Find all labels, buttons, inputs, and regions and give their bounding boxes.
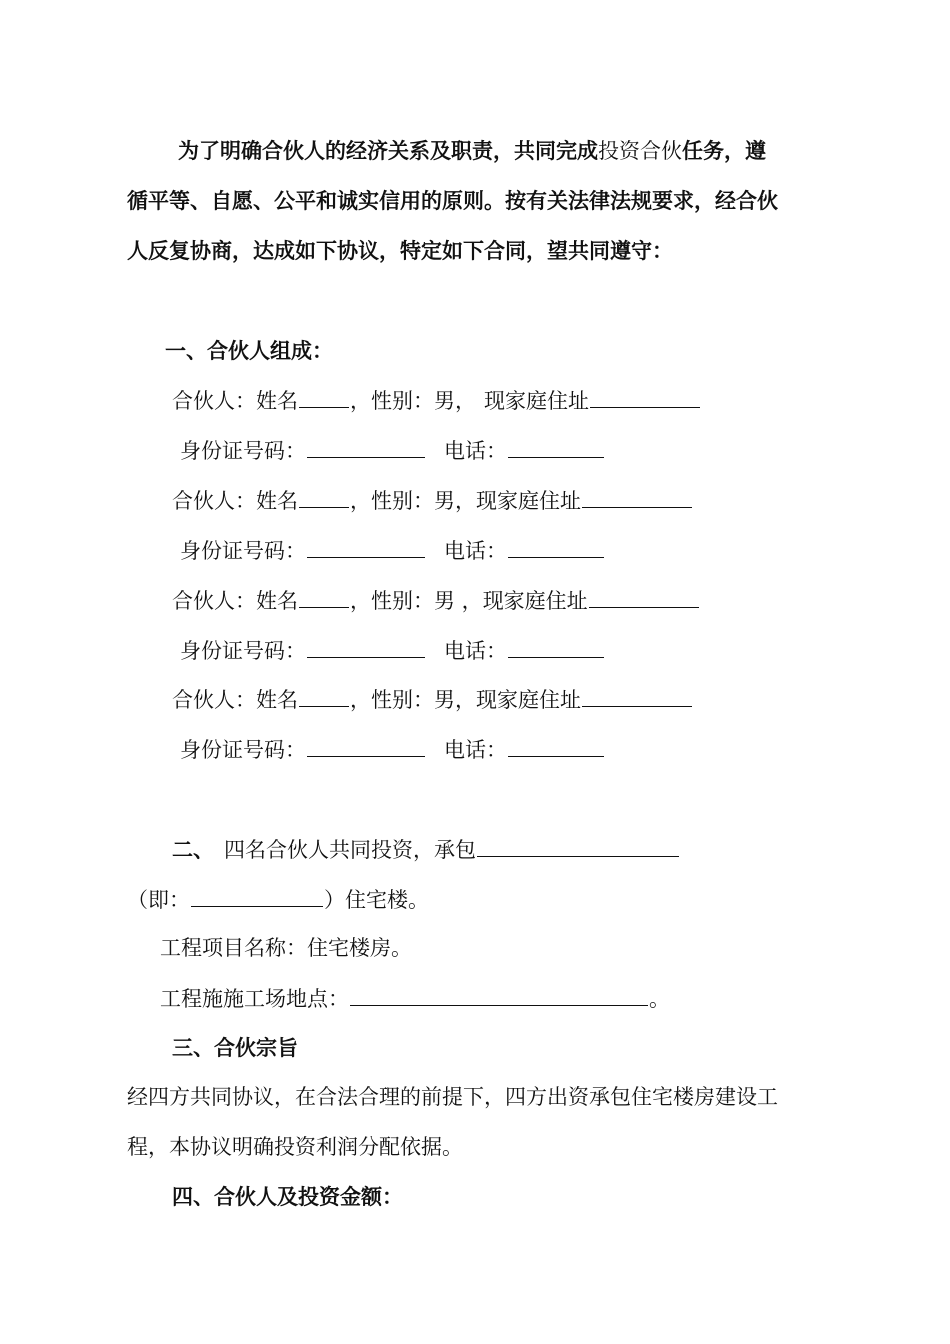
partner-phone-label: 电话： bbox=[444, 439, 507, 463]
partner-address-label: 现家庭住址 bbox=[476, 489, 581, 513]
partner-id-blank[interactable] bbox=[307, 435, 425, 458]
partner-name-label: 合伙人：姓名 bbox=[172, 489, 298, 513]
partner-name-blank[interactable] bbox=[299, 684, 349, 707]
partner-phone-blank[interactable] bbox=[508, 435, 604, 458]
section3-body-2: 程，本协议明确投资利润分配依据。 bbox=[127, 1135, 463, 1159]
partner-name-blank[interactable] bbox=[299, 385, 349, 408]
intro-text-a: 为了明确合伙人的经济关系及职责，共同完成 bbox=[178, 139, 598, 163]
partner-3-row bbox=[172, 585, 700, 616]
section2-line-1 bbox=[172, 834, 680, 865]
project-name-line: 工程项目名称：住宅楼房。 bbox=[160, 936, 412, 960]
section4-heading: 四、合伙人及投资金额： bbox=[172, 1185, 403, 1209]
section2-line-2 bbox=[127, 884, 429, 915]
partner-gender-label: ，性别：男， bbox=[350, 688, 476, 712]
section2-text-2a: （即： bbox=[127, 888, 190, 912]
section2-text-2b: ）住宅楼。 bbox=[324, 888, 429, 912]
partner-4-row bbox=[172, 684, 693, 715]
partner-id-label: 身份证号码： bbox=[180, 439, 306, 463]
intro-line-1 bbox=[178, 136, 766, 166]
site-line bbox=[160, 983, 670, 1014]
partner-id-blank[interactable] bbox=[307, 635, 425, 658]
partner-phone-blank[interactable] bbox=[508, 734, 604, 757]
partner-gender-label: ，性别：男， bbox=[350, 389, 476, 413]
section1-heading: 一、合伙人组成： bbox=[165, 339, 333, 363]
section3-body-1: 经四方共同协议，在合法合理的前提下，四方出资承包住宅楼房建设工 bbox=[127, 1085, 778, 1109]
partner-address-blank[interactable] bbox=[582, 684, 692, 707]
partner-2-id-row bbox=[180, 535, 605, 566]
partner-address-label: 现家庭住址 bbox=[476, 688, 581, 712]
partner-name-label: 合伙人：姓名 bbox=[172, 589, 298, 613]
section2-text-1: 四名合伙人共同投资，承包 bbox=[224, 838, 476, 862]
partner-id-label: 身份证号码： bbox=[180, 738, 306, 762]
partner-1-row bbox=[172, 385, 701, 416]
site-label: 工程施施工场地点： bbox=[160, 987, 349, 1011]
partner-phone-label: 电话： bbox=[444, 738, 507, 762]
site-blank[interactable] bbox=[350, 983, 648, 1006]
partner-address-blank[interactable] bbox=[589, 585, 699, 608]
partner-address-label: 现家庭住址 bbox=[482, 589, 588, 613]
section2-heading: 二、 bbox=[172, 838, 214, 862]
partner-phone-label: 电话： bbox=[444, 539, 507, 563]
partner-address-label: 现家庭住址 bbox=[484, 389, 589, 413]
partner-4-id-row bbox=[180, 734, 605, 765]
partner-2-row bbox=[172, 485, 693, 516]
partner-id-blank[interactable] bbox=[307, 535, 425, 558]
intro-text-b: 投资合伙 bbox=[598, 139, 682, 163]
partner-address-blank[interactable] bbox=[582, 485, 692, 508]
partner-gender-label: ，性别：男， bbox=[350, 489, 476, 513]
partner-id-label: 身份证号码： bbox=[180, 539, 306, 563]
intro-line-3: 人反复协商，达成如下协议，特定如下合同，望共同遵守： bbox=[127, 239, 673, 263]
partner-id-label: 身份证号码： bbox=[180, 639, 306, 663]
partner-id-blank[interactable] bbox=[307, 734, 425, 757]
section3-heading: 三、合伙宗旨 bbox=[172, 1036, 298, 1060]
partner-phone-blank[interactable] bbox=[508, 535, 604, 558]
partner-phone-label: 电话： bbox=[444, 639, 507, 663]
partner-gender-label: ，性别：男 ， bbox=[350, 589, 483, 613]
partner-name-label: 合伙人：姓名 bbox=[172, 688, 298, 712]
intro-text-c: 任务，遵 bbox=[682, 139, 766, 163]
partner-name-blank[interactable] bbox=[299, 485, 349, 508]
intro-line-2: 循平等、自愿、公平和诚实信用的原则。按有关法律法规要求，经合伙 bbox=[127, 189, 778, 213]
contract-blank[interactable] bbox=[477, 834, 679, 857]
building-blank[interactable] bbox=[191, 884, 323, 907]
partner-1-id-row bbox=[180, 435, 605, 466]
partner-name-blank[interactable] bbox=[299, 585, 349, 608]
partner-name-label: 合伙人：姓名 bbox=[172, 389, 298, 413]
partner-address-blank[interactable] bbox=[590, 385, 700, 408]
partner-phone-blank[interactable] bbox=[508, 635, 604, 658]
site-end: 。 bbox=[649, 987, 670, 1011]
partner-3-id-row bbox=[180, 635, 605, 666]
